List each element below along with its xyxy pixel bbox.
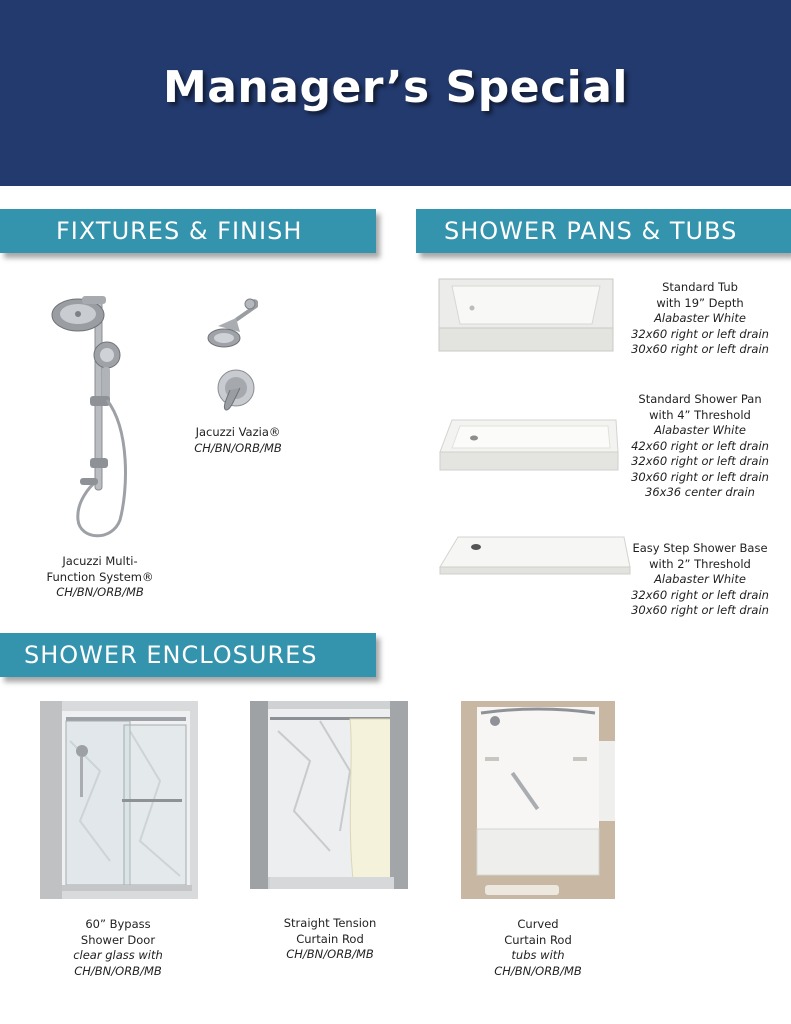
section-title-fixtures: FIXTURES & FINISH <box>56 217 303 245</box>
curved-rod-title-line1: Curved <box>517 917 559 931</box>
section-banner-pans <box>416 209 791 253</box>
standard-tub-image <box>438 278 614 354</box>
bypass-door-glass: clear glass with <box>73 948 163 962</box>
multi-function-name-line2: Function System® <box>46 569 154 584</box>
bypass-shower-door-image <box>40 701 198 899</box>
standard-tub-title-line1: Standard Tub <box>662 280 738 294</box>
section-title-pans: SHOWER PANS & TUBS <box>444 217 738 245</box>
standard-tub-size: 32x60 right or left drain <box>631 326 769 341</box>
shower-pan-size: 36x36 center drain <box>645 485 755 499</box>
section-banner-enclosures <box>0 633 376 677</box>
standard-shower-pan-caption <box>612 392 788 501</box>
vazia-name: Jacuzzi Vazia® <box>195 425 281 439</box>
curved-rod-tubs: tubs with <box>511 948 565 962</box>
shower-pan-color: Alabaster White <box>654 423 746 437</box>
shower-pan-size: 32x60 right or left drain <box>631 454 769 468</box>
standard-shower-pan-image <box>438 418 620 474</box>
easy-step-shower-base-image <box>438 535 632 577</box>
standard-tub-caption <box>612 280 788 358</box>
curved-rod-title-line2: Curtain Rod <box>504 932 572 947</box>
straight-rod-finishes: CH/BN/ORB/MB <box>286 947 374 961</box>
shower-pan-size: 30x60 right or left drain <box>631 469 769 484</box>
easy-step-size: 32x60 right or left drain <box>631 587 769 602</box>
bypass-door-finishes: CH/BN/ORB/MB <box>74 963 162 978</box>
easy-step-size: 30x60 right or left drain <box>631 603 769 617</box>
easy-step-title-line1: Easy Step Shower Base <box>632 541 768 555</box>
multi-function-name-line1: Jacuzzi Multi- <box>62 554 138 568</box>
standard-tub-color: Alabaster White <box>654 311 746 325</box>
bypass-door-caption <box>48 917 188 979</box>
vazia-caption <box>170 425 306 456</box>
header-banner <box>0 0 791 186</box>
shower-pan-title-line2: with 4” Threshold <box>649 407 751 422</box>
section-title-enclosures: SHOWER ENCLOSURES <box>24 641 318 669</box>
vazia-finishes: CH/BN/ORB/MB <box>194 440 282 455</box>
bypass-door-title-line1: 60” Bypass <box>85 917 151 931</box>
curved-curtain-rod-image <box>461 701 615 899</box>
straight-rod-title-line2: Curtain Rod <box>296 931 364 946</box>
multi-function-caption <box>30 554 170 601</box>
page-title: Manager’s Special <box>162 62 629 113</box>
multi-function-shower-image <box>50 290 140 545</box>
standard-tub-title-line2: with 19” Depth <box>656 295 744 310</box>
straight-rod-caption <box>258 916 402 963</box>
easy-step-base-caption <box>612 541 788 619</box>
bypass-door-title-line2: Shower Door <box>80 932 156 947</box>
curved-rod-finishes: CH/BN/ORB/MB <box>494 963 582 978</box>
straight-curtain-rod-image <box>250 701 408 889</box>
easy-step-color: Alabaster White <box>654 572 746 586</box>
multi-function-finishes: CH/BN/ORB/MB <box>56 585 144 599</box>
curved-rod-caption <box>468 917 608 979</box>
section-banner-fixtures <box>0 209 376 253</box>
straight-rod-title-line1: Straight Tension <box>283 916 377 930</box>
shower-pan-size: 42x60 right or left drain <box>631 438 769 453</box>
vazia-shower-head-image <box>206 296 258 416</box>
shower-pan-title-line1: Standard Shower Pan <box>638 392 762 406</box>
standard-tub-size: 30x60 right or left drain <box>631 342 769 356</box>
easy-step-title-line2: with 2” Threshold <box>649 556 751 571</box>
